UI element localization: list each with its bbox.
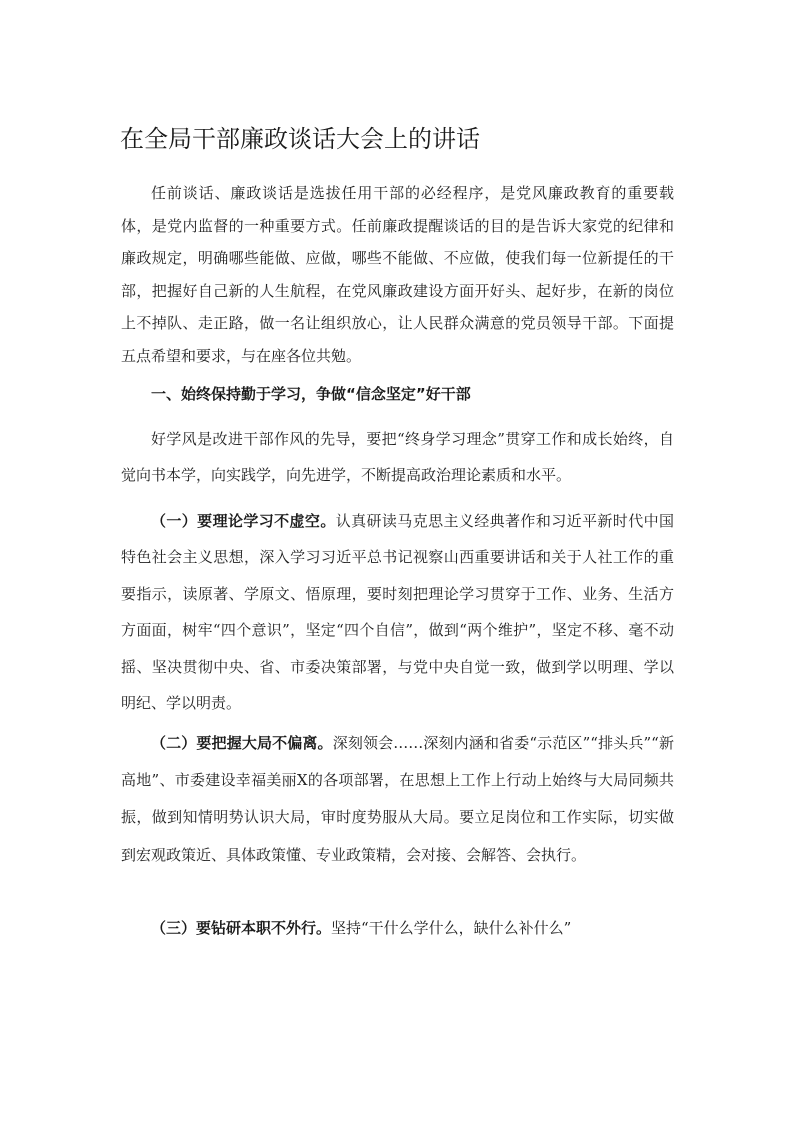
item-2-body: 深刻领会……深刻内涵和省委“示范区”“排头兵”“新高地”、市委建设幸福美丽X的各项部署，在思想上工作上行动上始终与大局同频共振，做到知情明势认识大局，审时度势服从大局。要立足岗位和工作实际，切实做到宏观政策近、具体政策懂、专业政策精，会对接、会解答、会执行。: [121, 734, 674, 864]
item-2-lead: （二）要把握大局不偏离。: [151, 734, 333, 752]
item-3-lead: （三）要钻研本职不外行。: [151, 919, 332, 937]
item-2-paragraph: [121, 725, 674, 874]
document-title: 在全局干部廉政谈话大会上的讲话: [120, 125, 480, 153]
item-3-paragraph: [121, 913, 674, 943]
item-1-paragraph: [121, 503, 674, 721]
section-heading-1: 一、始终保持勤于学习，争做“信念坚定”好干部: [151, 385, 471, 403]
item-1-body: 认真研读马克思主义经典著作和习近平新时代中国特色社会主义思想，深入学习习近平总书记视察山西重要讲话和关于人社工作的重要指示，读原著、学原文、悟原理，要时刻把理论学习贯穿于工作、业务、生活方方面面，树牢“四个意识”，坚定“四个自信”，做到“两个维护”，坚定不移、毫不动摇、坚决贯彻中央、省、市委决策部署，与党中央自觉一致，做到学以明理、学以明纪、学以明责。: [121, 512, 674, 713]
intro-paragraph: 任前谈话、廉政谈话是选拔任用干部的必经程序，是党风廉政教育的重要载体，是党内监督的一种重要方式。任前廉政提醒谈话的目的是告诉大家党的纪律和廉政规定，明确哪些能做、应做，哪些不能做、不应做，使我们每一位新提任的干部，把握好自己新的人生航程，在党风廉政建设方面开好头、起好步，在新的岗位上不掉队、走正路，做一名让组织放心，让人民群众满意的党员领导干部。下面提五点希望和要求，与在座各位共勉。: [121, 184, 674, 365]
item-1-lead: （一）要理论学习不虚空。: [151, 512, 336, 530]
item-3-body: 坚持“干什么学什么，缺什么补什么”: [331, 919, 572, 937]
section-1-paragraph: 好学风是改进干部作风的先导，要把“终身学习理念”贯穿工作和成长始终，自觉向书本学，向实践学，向先进学，不断提高政治理论素质和水平。: [121, 430, 674, 484]
